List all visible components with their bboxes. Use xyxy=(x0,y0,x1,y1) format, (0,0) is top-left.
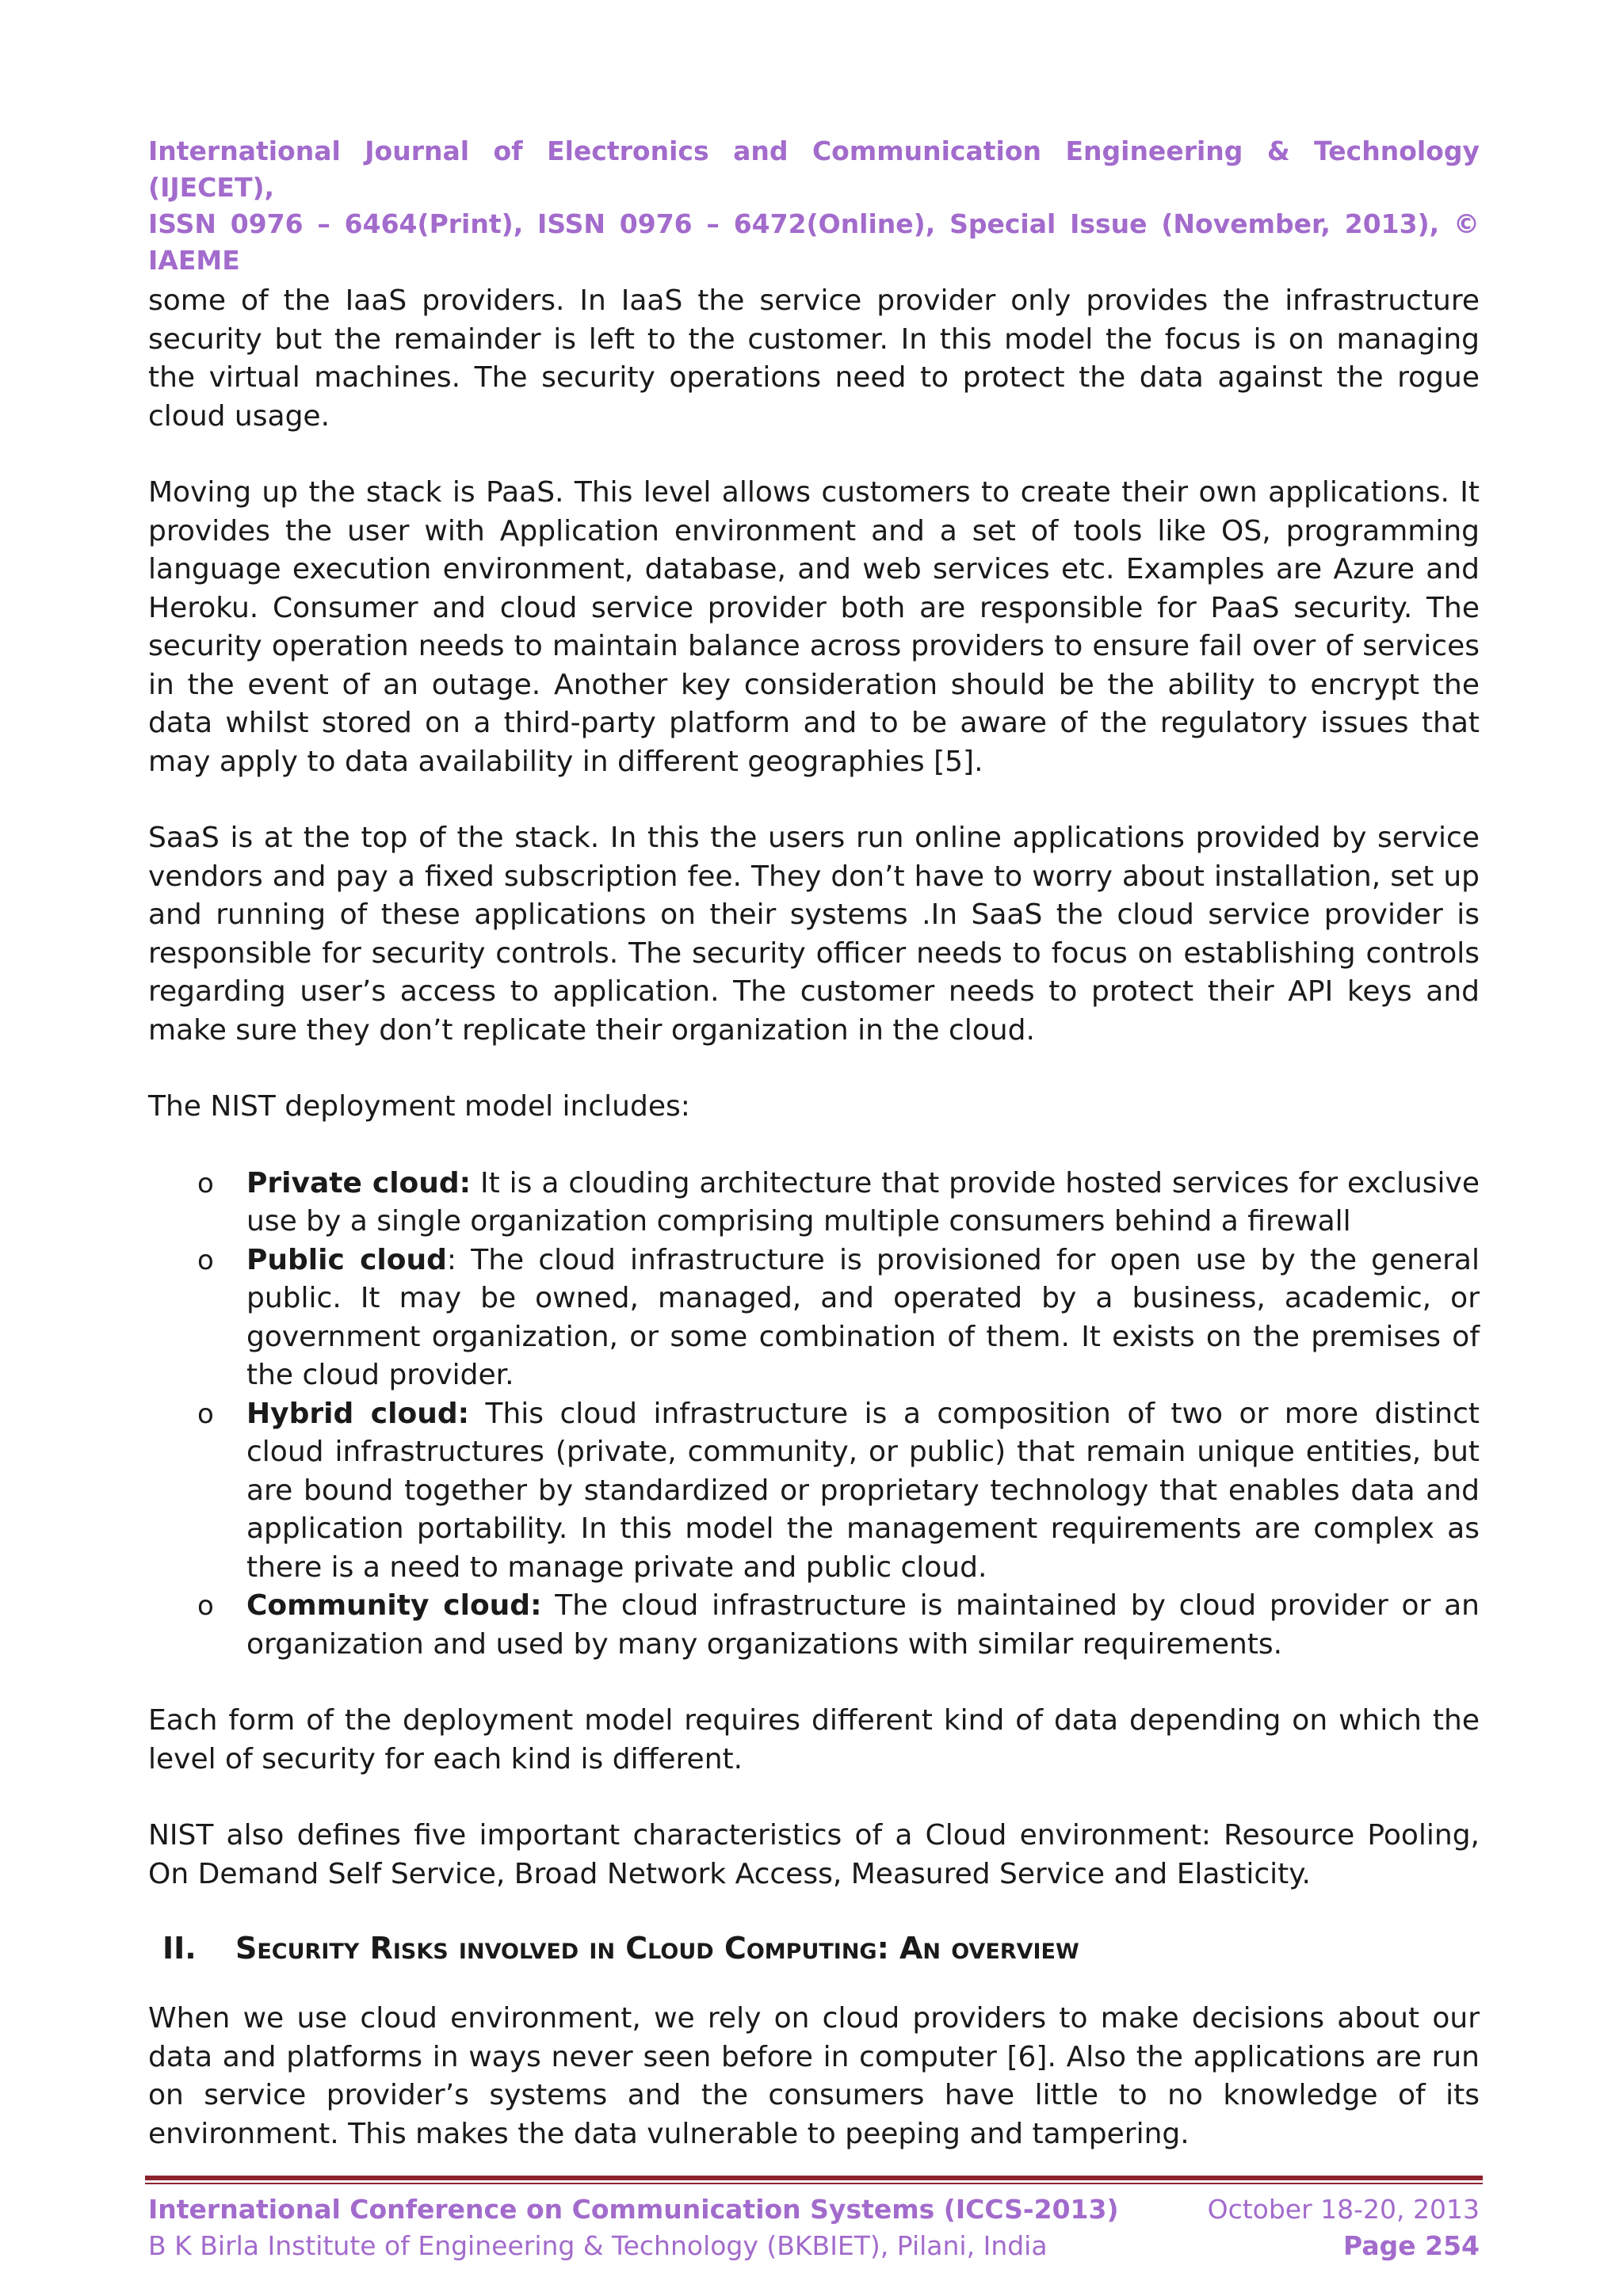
paragraph-paas: Moving up the stack is PaaS. This level allows customers to create their own applications. It provides the user with Application environment and a set of tools like OS, programming language execution environment, database, and web services etc. Examples are Azure and Heroku. Consumer and cloud service provider both are responsible for PaaS security. The security operation needs to maintain balance across providers to ensure fail over of services in the event of an outage. Another key consideration should be the ability to encrypt the data whilst stored on a third-party platform and to be aware of the regulatory issues that may apply to data availability in different geographies [5]. xyxy=(148,476,1480,778)
paragraph-security-risks: When we use cloud environment, we rely on cloud providers to make decisions about our data and platforms in ways never seen before in computer [6]. Also the applications are run on service provider’s systems and the consumers have little to no knowledge of its environment. This makes the data vulnerable to peeping and tampering. xyxy=(148,2002,1480,2150)
list-item-private-cloud xyxy=(148,1165,1480,1241)
term-hybrid-cloud: Hybrid cloud: xyxy=(246,1397,469,1430)
bullet-circle-icon: o xyxy=(197,1398,214,1430)
section-title: Security Risks involved in Cloud Computing: An overview xyxy=(235,1931,1079,1966)
list-item-community-cloud xyxy=(148,1587,1480,1664)
term-community-cloud: Community cloud: xyxy=(246,1589,542,1622)
footer-divider-thin xyxy=(145,2183,1483,2184)
definition-public-cloud: : The cloud infrastructure is provisioned for open use by the general public. It may be owned, managed, and operated by a business, academic, or government organization, or some combination of them. It exists on the premises of the cloud provider. xyxy=(246,1243,1480,1391)
page-footer xyxy=(148,2191,1480,2264)
term-private-cloud: Private cloud: xyxy=(246,1166,472,1199)
paragraph-iaas: some of the IaaS providers. In IaaS the service provider only provides the infrastructure security but the remainder is left to the customer. In this model the focus is on managing the virtual machines. The security operations need to protect the data against the rogue cloud usage. xyxy=(148,284,1480,433)
page-body xyxy=(148,133,1480,2153)
definition-private-cloud: It is a clouding architecture that provide hosted services for exclusive use by a single organization comprising multiple consumers behind a firewall xyxy=(246,1166,1480,1238)
definition-community-cloud: The cloud infrastructure is maintained by cloud provider or an organization and used by many organizations with similar requirements. xyxy=(246,1589,1480,1661)
bullet-circle-icon: o xyxy=(197,1244,214,1276)
section-number: II. xyxy=(162,1931,197,1966)
term-public-cloud: Public cloud xyxy=(246,1243,447,1276)
paragraph-deployment-security: Each form of the deployment model requires different kind of data depending on which the level of security for each kind is different. xyxy=(148,1704,1480,1775)
paragraph-saas: SaaS is at the top of the stack. In this the users run online applications provided by service vendors and pay a fixed subscription fee. They don’t have to worry about installation, set up and running of these applications on their systems .In SaaS the cloud service provider is responsible for security controls. The security officer needs to focus on establishing controls regarding user’s access to application. The customer needs to protect their API keys and make sure they don’t replicate their organization in the cloud. xyxy=(148,822,1480,1047)
deployment-model-list xyxy=(148,1165,1480,1665)
footer-institute: B K Birla Institute of Engineering & Technology (BKBIET), Pilani, India xyxy=(148,2230,1048,2261)
journal-header xyxy=(148,133,1480,279)
footer-conference: International Conference on Communication Systems (ICCS-2013) xyxy=(148,2194,1119,2225)
definition-hybrid-cloud: This cloud infrastructure is a composition of two or more distinct cloud infrastructures (private, community, or public) that remain unique entities, but are bound together by standardized or proprietary technology that enables data and application portability. In this model the management requirements are complex as there is a need to manage private and public cloud. xyxy=(246,1397,1480,1584)
bullet-circle-icon: o xyxy=(197,1590,214,1622)
paragraph-nist-deployment-intro: The NIST deployment model includes: xyxy=(148,1090,690,1123)
bullet-circle-icon: o xyxy=(197,1167,214,1199)
footer-page-number: Page 254 xyxy=(1343,2230,1480,2261)
journal-header-line2: ISSN 0976 – 6464(Print), ISSN 0976 – 6472(Online), Special Issue (November, 2013), © IAEME xyxy=(148,208,1480,276)
footer-date: October 18-20, 2013 xyxy=(1207,2194,1480,2225)
footer-divider xyxy=(145,2176,1483,2180)
journal-header-line1: International Journal of Electronics and Communication Engineering & Technology (IJECET), xyxy=(148,135,1480,203)
section-heading xyxy=(148,1928,1480,1968)
list-item-public-cloud xyxy=(148,1241,1480,1395)
paragraph-nist-characteristics: NIST also defines five important characteristics of a Cloud environment: Resource Pooling, On Demand Self Service, Broad Network Access, Measured Service and Elasticity. xyxy=(148,1819,1480,1890)
list-item-hybrid-cloud xyxy=(148,1395,1480,1588)
